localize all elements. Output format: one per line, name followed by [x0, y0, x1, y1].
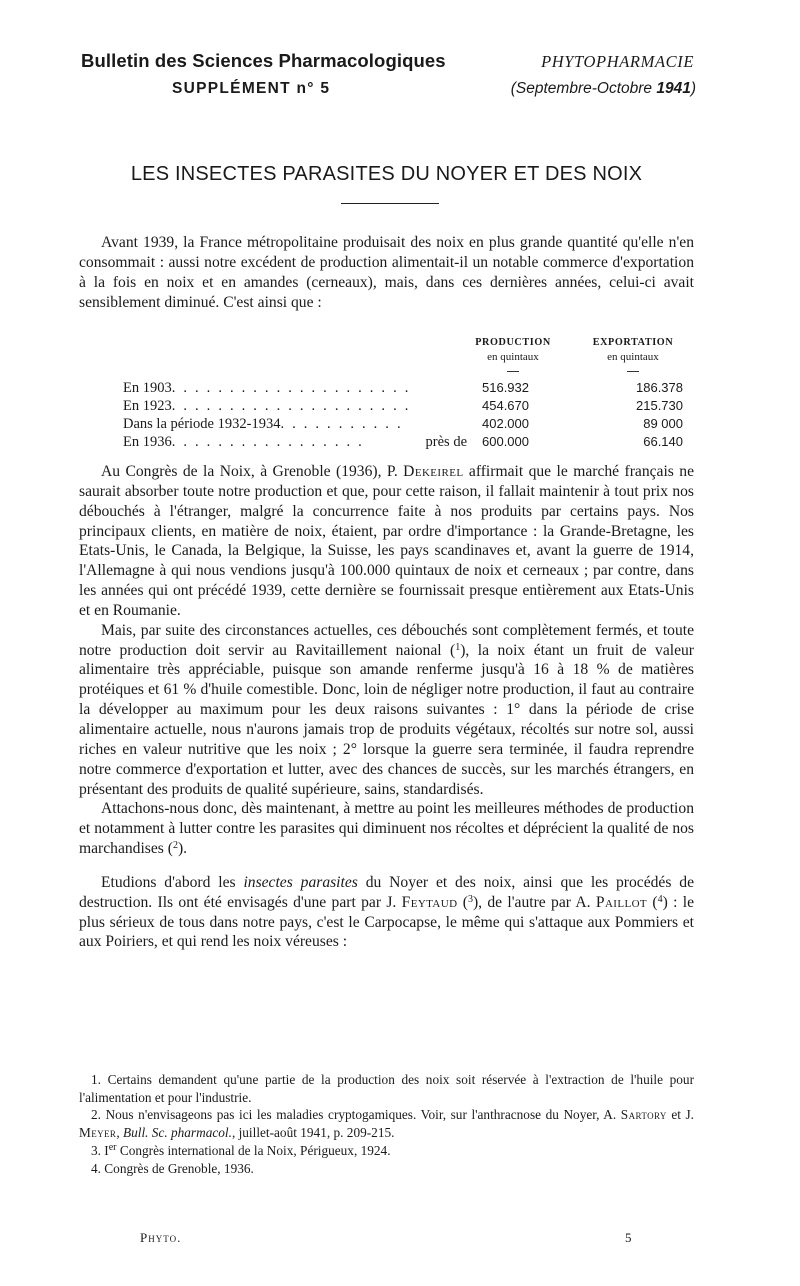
- title-rule: [341, 203, 439, 204]
- table-row: Dans la période 1932-1934. . . . . . . . . . . 402.000 89 000: [123, 416, 683, 432]
- author-name: Feytaud: [401, 893, 458, 911]
- exportation-header: EXPORTATION en quintaux: [592, 337, 674, 363]
- body-text: [79, 462, 694, 952]
- supplement-number: SUPPLÉMENT n° 5: [172, 80, 331, 97]
- article-title: LES INSECTES PARASITES DU NOYER ET DES NOIX: [130, 163, 643, 185]
- footnotes: [79, 1071, 694, 1177]
- production-dash: [507, 371, 519, 372]
- footnote-4: 4. Congrès de Grenoble, 1936.: [91, 1160, 254, 1176]
- intro-paragraph: Avant 1939, la France métropolitaine produisait des noix en plus grande quantité qu'elle n'en consommait : aussi notre excédent de production alimentait-il un notable commerce d'exportation à la fois en noix et en amandes (cerneaux), mais, dans ces dernières années, celui-ci avait sensiblement diminué. C'est ainsi que :: [79, 234, 694, 311]
- page-number: 5: [625, 1230, 632, 1245]
- journal-title: Bulletin des Sciences Pharmacologiques: [81, 50, 446, 71]
- production-header: PRODUCTION en quintaux: [475, 337, 551, 363]
- table-row: En 1903. . . . . . . . . . . . . . . . . . . . . 516.932 186.378: [123, 380, 683, 396]
- footnote-2: 2. Nous n'envisageons pas ici les maladies cryptogamiques. Voir, sur l'anthracnose du Noyer, A. Sartory et J. Meyer, Bull. Sc. pharmacol., juillet-août 1941, p. 209-215.: [79, 1107, 694, 1141]
- paragraph-ravitaillement: Mais, par suite des circonstances actuelles, ces débouchés sont complètement fermés, et toute notre production doit servir au Ravitaillement naional ($^1$), la noix étant un fruit de valeur alimentaire très appréciable, puisque son amande renferme jusqu'à 16 à 18 % de matières protéiques et 61 % d'huile comestible. Donc, loin de négliger notre production, il faut au contraire la développer au maximum pour les deux raisons suivantes : 1° dans la période de crise alimentaire actuelle, nous n'aurons jamais trop de produits végétaux, récoltés sur notre sol, aussi riches en valeur nutritive que les noix ; 2° lorsque la guerre sera terminée, il faudra reprendre notre commerce d'exportation et lutter, avec des chances de succès, sur les marchés étrangers, en présentant des produits de qualité supérieure, sains, standardisés.: [79, 621, 694, 798]
- table-row: En 1936. . . . . . . . . . . . . . . . . près de 600.000 66.140: [123, 434, 683, 450]
- footnote-1: 1. Certains demandent qu'une partie de la production des noix soit réservée à l'extraction de l'huile pour l'alimentation et pour l'industrie.: [79, 1072, 694, 1105]
- paragraph-congres: Au Congrès de la Noix, à Grenoble (1936), P. Dekeirel affirmait que le marché français ne saurait absorber toute notre production et que, pour cette raison, il fallait maintenir à tout prix nos débouchés à l'étranger, malgré la concurrence faite à nos produits par certains pays. Nos principaux clients, en matière de noix, étaient, par ordre d'importance : la Grande-Bretagne, les Etats-Unis, le Canada, la Belgique, la Suisse, les pays scandinaves et, avant la guerre de 1914, l'Allemagne à qui nous vendions jusqu'à 100.000 quintaux de noix et cerneaux ; par contre, dans les années qui ont précédé 1939, cette dernière se fournissait presque entièrement aux Etats-Unis et en Roumanie.: [79, 463, 694, 619]
- author-name: Paillot: [595, 893, 648, 911]
- issue-date: (Septembre-Octobre 1941): [510, 80, 696, 97]
- table-row: En 1923. . . . . . . . . . . . . . . . . . . . . 454.670 215.730: [123, 398, 683, 414]
- footnote-ref: 1: [455, 641, 461, 653]
- author-name: Dekeirel: [403, 463, 464, 480]
- footnote-ref: 2: [172, 840, 178, 852]
- paragraph-attachons: Attachons-nous donc, dès maintenant, à mettre au point les meilleures méthodes de production et notamment à lutter contre les parasites qui diminuent nos récoltes et déprécient la qualité de nos marchandises ($^2$).: [79, 800, 694, 858]
- footer-label: Phyto.: [140, 1230, 182, 1245]
- footnote-ref: 3: [467, 893, 473, 905]
- exportation-dash: [627, 371, 639, 372]
- paragraph-etudions: Etudions d'abord les insectes parasites du Noyer et des noix, ainsi que les procédés de destruction. Ils ont été envisagés d'une part par J. Feytaud ($^3$), de l'autre par A. Paillot ($^4$) : le plus sérieux de tous dans notre pays, c'est le Carpocapse, le même qui s'attaque aux Pommiers et aux Poiriers, et qui rend les noix véreuses :: [79, 873, 694, 951]
- section-name: PHYTOPHARMACIE: [541, 52, 694, 71]
- footnote-ref: 4: [657, 893, 663, 905]
- footnote-3: 3. Ier Congrès international de la Noix, Périgueux, 1924.: [91, 1141, 391, 1158]
